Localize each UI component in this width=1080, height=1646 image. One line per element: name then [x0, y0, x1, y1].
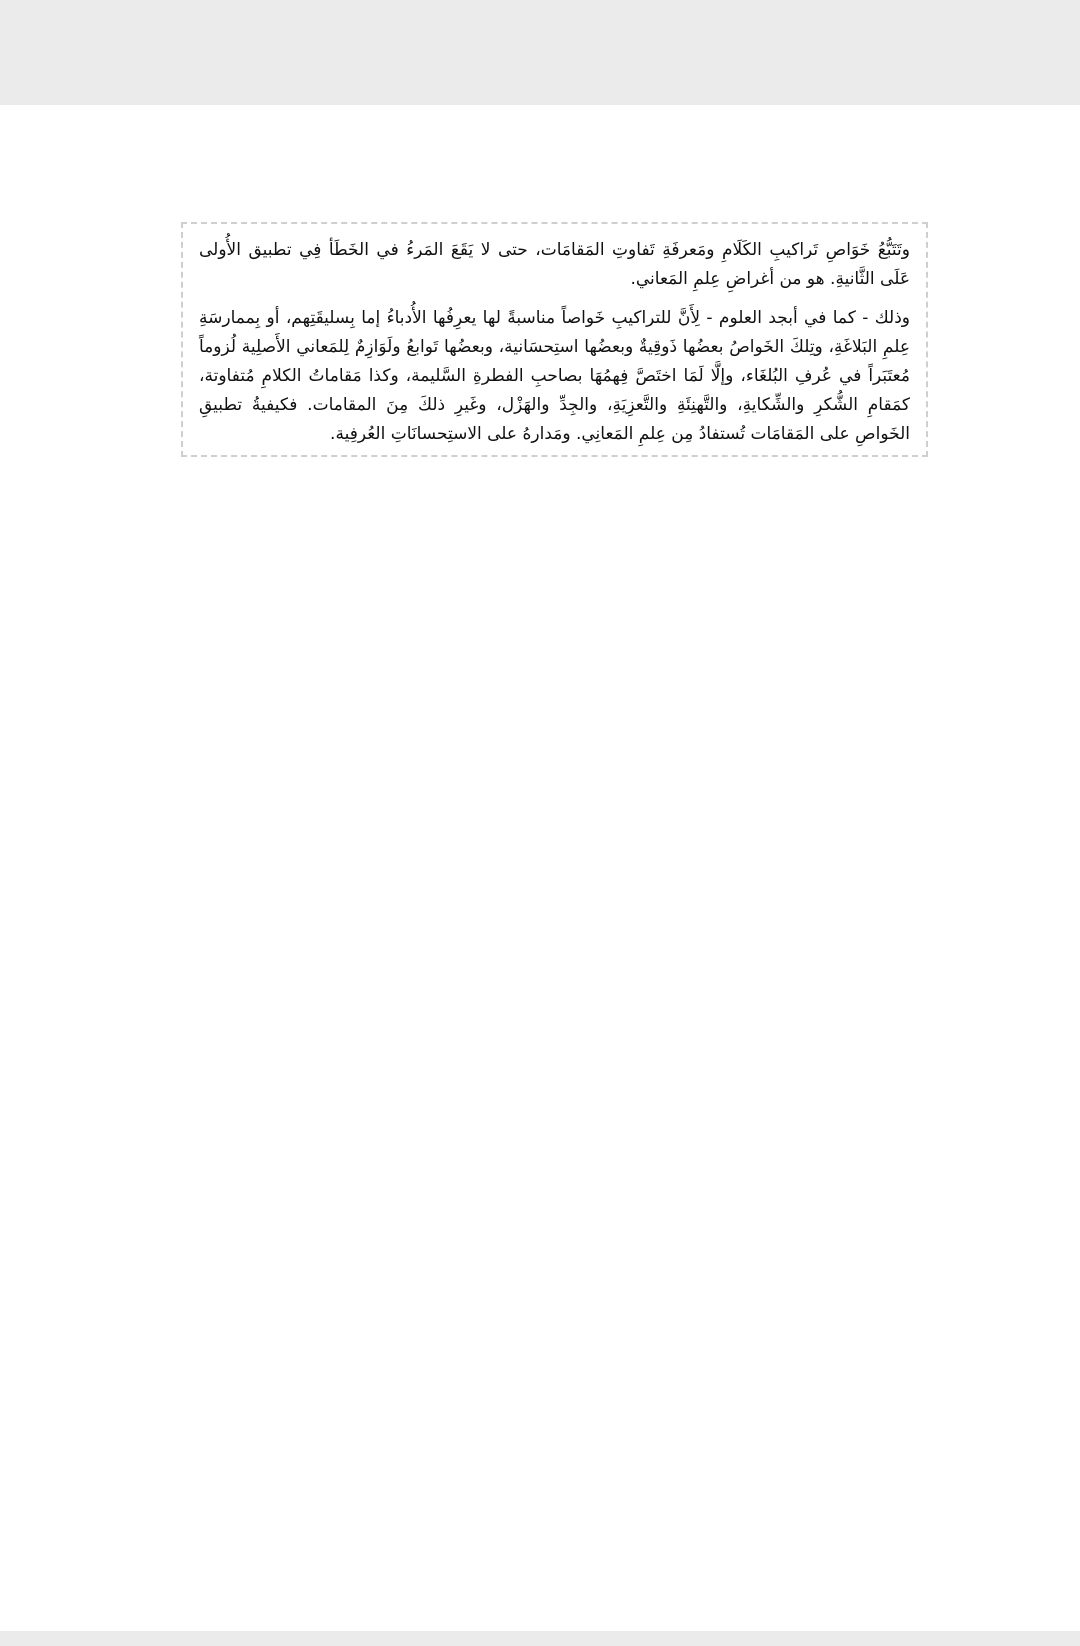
- document-page: [0, 105, 1080, 1631]
- top-margin: [0, 0, 1080, 105]
- paragraph-2: وذلك - كما في أبجد العلوم - لِأَنَّ للتراكيبِ خَواصاً مناسبةً لها يعرِفُها الأُدباءُ إما بِسليقَتِهم، أو بِممارسَةِ عِلمِ البَلاغَةِ، وتِلكَ الخَواصُ بعضُها ذَوقِيةٌ وبعضُها استِحسَانية، وبعضُها تَوابعُ ولَوَازِمٌ لِلمَعاني الأَصلِية لُزوماً مُعتَبَراً في عُرفِ البُلغَاء، وإلَّا لَمَا اختَصَّ فِهمُهَا بصاحبِ الفطرةِ السَّليمة، وكذا مَقاماتُ الكلامِ مُتفاوتة، كمَقامِ الشُّكرِ والشِّكايةِ، والتَّهنِئَةِ والتَّعزِيَةِ، والجِدِّ والهَزْل، وغَيرِ ذلكَ مِنَ المقامات. فكيفيةُ تطبيقِ الخَواصِ على المَقامَات تُستفادُ مِن عِلمِ المَعانِي. ومَدارهُ على الاستِحسانَاتِ العُرفِية.: [199, 308, 910, 444]
- paragraph-1: وتَتَبُّعُ خَوَاصِ تَراكيبِ الكَلَامِ ومَعرفَةِ تَفاوتِ المَقامَات، حتى لا يَقَعَ المَرءُ في الخَطَأ فِي تطبيق الأُولى عَلَى الثَّانيةِ. هو من أغراضِ عِلمِ المَعاني.: [199, 240, 910, 289]
- bottom-margin: [0, 1631, 1080, 1646]
- text-frame: [181, 222, 928, 457]
